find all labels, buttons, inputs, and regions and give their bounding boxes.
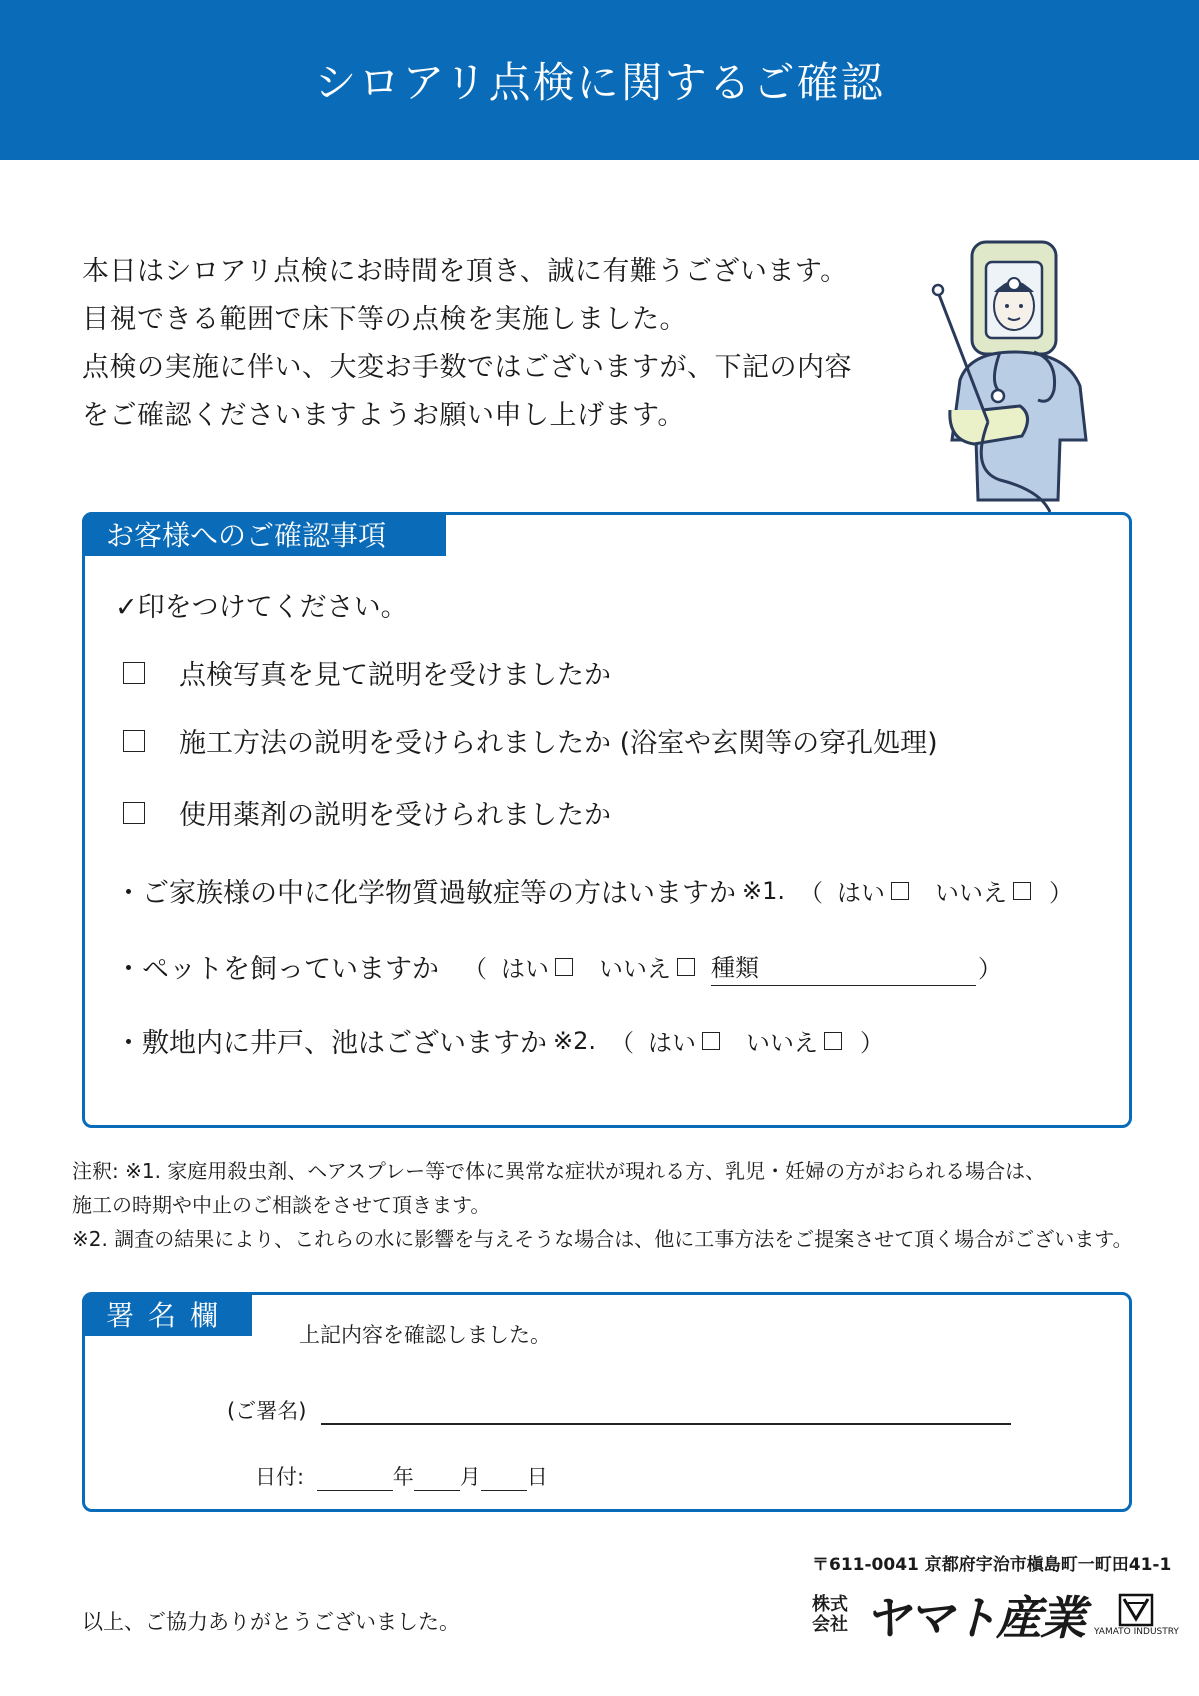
footnote-line: ※2. 調査の結果により、これらの水に影響を与えそうな場合は、他に工事方法をご提案させて頂く場合がございます。	[72, 1227, 1133, 1251]
question-text: ・敷地内に井戸、池はございますか	[115, 1028, 547, 1059]
company-en: YAMATO INDUSTRY	[1094, 1627, 1179, 1637]
yes-label: はい	[648, 1029, 697, 1057]
yes-label: はい	[501, 955, 549, 983]
intro-line: 本日はシロアリ点検にお時間を頂き、誠に有難うございます。	[82, 256, 848, 287]
date-row	[255, 1461, 548, 1491]
check-instruction: ✓印をつけてください。	[115, 592, 408, 623]
inspector-illustration	[930, 240, 1110, 520]
day-field[interactable]	[481, 1466, 527, 1491]
confirmation-box	[82, 512, 1132, 1128]
question-text: ・ご家族様の中に化学物質過敏症等の方はいますか	[115, 878, 736, 909]
year-label: 年	[392, 1465, 414, 1489]
pet-kind-field[interactable]: 種類	[711, 948, 976, 986]
footnote-line: 施工の時期や中止のご相談をさせて頂きます。	[72, 1193, 491, 1217]
question-sensitivity	[115, 871, 1073, 910]
no-checkbox[interactable]	[677, 958, 695, 976]
year-field[interactable]	[317, 1466, 393, 1491]
date-label: 日付:	[255, 1465, 305, 1489]
closing-text: 以上、ご協力ありがとうございました。	[82, 1610, 460, 1634]
company-logo	[812, 1582, 1179, 1648]
header-banner	[0, 0, 1199, 160]
confirmed-text: 上記内容を確認しました。	[299, 1323, 551, 1347]
note-ref: ※1.	[742, 876, 786, 905]
checkbox[interactable]	[123, 730, 145, 752]
company-mark	[1094, 1593, 1179, 1637]
check-item-photos[interactable]	[123, 653, 611, 692]
check-label: 使用薬剤の説明を受けられましたか	[179, 800, 611, 831]
question-text: ・ペットを飼っていますか	[115, 954, 439, 985]
check-label: 点検写真を見て説明を受けましたか	[179, 660, 611, 691]
paren-open: （	[463, 955, 487, 983]
paren-close: ）	[1049, 879, 1074, 907]
company-type: 株式会社	[812, 1594, 848, 1635]
no-checkbox[interactable]	[824, 1032, 842, 1050]
no-label: いいえ	[746, 1029, 819, 1057]
yes-label: はい	[837, 879, 886, 907]
intro-text	[82, 248, 912, 440]
question-well	[115, 1021, 884, 1060]
signature-row	[227, 1395, 1011, 1425]
month-field[interactable]	[414, 1466, 460, 1491]
checkbox[interactable]	[123, 802, 145, 824]
yes-checkbox[interactable]	[702, 1032, 720, 1050]
intro-line: 点検の実施に伴い、大変お手数ではございますが、下記の内容	[82, 352, 852, 383]
paren-open: （	[799, 879, 824, 907]
yes-checkbox[interactable]	[891, 882, 909, 900]
no-label: いいえ	[599, 955, 671, 983]
company-name: ヤマト産業	[864, 1591, 1084, 1645]
intro-line: 目視できる範囲で床下等の点検を実施しました。	[82, 304, 687, 335]
footnote-line: 注釈: ※1. 家庭用殺虫剤、ヘアスプレー等で体に異常な症状が現れる方、乳児・妊婦の方がおられる場合は、	[72, 1159, 1046, 1183]
paren-open: （	[610, 1029, 635, 1057]
month-label: 月	[459, 1465, 481, 1489]
signature-tab: 署名欄	[82, 1292, 252, 1336]
yes-checkbox[interactable]	[555, 958, 573, 976]
note-ref: ※2.	[553, 1026, 597, 1055]
signature-label: (ご署名)	[227, 1399, 307, 1423]
check-item-chemicals[interactable]	[123, 793, 611, 832]
no-label: いいえ	[935, 879, 1008, 907]
day-label: 日	[526, 1465, 548, 1489]
signature-field[interactable]	[321, 1399, 1011, 1425]
check-item-method[interactable]	[123, 721, 938, 760]
question-pets	[115, 947, 1002, 986]
intro-line: をご確認くださいますようお願い申し上げます。	[82, 400, 685, 431]
page-title: シロアリ点検に関するご確認	[314, 58, 885, 107]
paren-close: ）	[978, 955, 1002, 983]
no-checkbox[interactable]	[1013, 882, 1031, 900]
company-address: 〒611-0041 京都府宇治市槇島町一町田41-1	[812, 1555, 1172, 1575]
check-label: 施工方法の説明を受けられましたか (浴室や玄関等の穿孔処理)	[179, 728, 938, 759]
signature-box	[82, 1292, 1132, 1512]
confirmation-tab: お客様へのご確認事項	[82, 512, 446, 556]
paren-close: ）	[860, 1029, 885, 1057]
yamato-mark-icon	[1118, 1593, 1154, 1627]
footnotes	[72, 1154, 1152, 1256]
checkbox[interactable]	[123, 662, 145, 684]
